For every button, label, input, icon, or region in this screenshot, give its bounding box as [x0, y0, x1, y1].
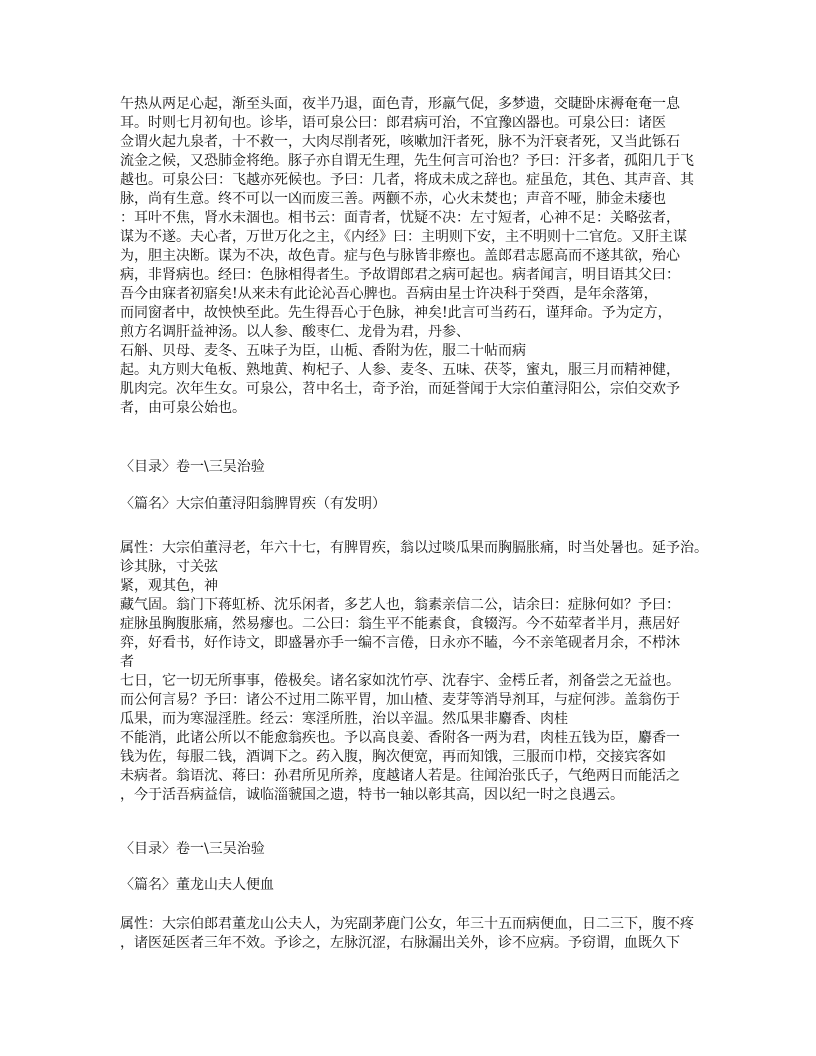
text-line: 谋为不遂。夫心者，万世万化之主，《内经》曰：主明则下安，主不明则十二官危。又肝主谋	[120, 229, 687, 245]
text-line: 流金之候，又恐肺金将绝。豚子亦自谓无生理，先生何言可治也？予曰：汗多者，孤阳几于飞	[120, 153, 694, 169]
text-line: 石斛、贝母、麦冬、五味子为臣，山栀、香附为佐，服二十帖而病	[120, 343, 526, 359]
text-line: 为，胆主决断。谋为不决，故色青。症与色与脉皆非瘵也。盖郎君志愿高而不遂其欲，殆心	[120, 248, 680, 264]
text-line: 肌肉完。次年生女。可泉公，苕中名士，奇予治，而延誉闻于大宗伯董浔阳公，宗伯交欢予	[120, 381, 680, 397]
text-line: 起。丸方则大龟板、熟地黄、枸杞子、人参、麦冬、五味、茯苓，蜜丸，服三月而精神健，	[120, 362, 680, 378]
text-line: 七日，它一切无所事事，倦极矣。诸名家如沈竹亭、沈春宇、金樗丘者，剂备尝之无益也。	[120, 673, 680, 689]
case-text	[120, 915, 720, 953]
text-line: 紧，观其色，神	[120, 578, 218, 594]
text-line: 者，由可泉公始也。	[120, 400, 246, 416]
case-text-continued	[120, 95, 720, 418]
text-line: 病，非肾病也。经曰：色脉相得者生。予故谓郎君之病可起也。病者闻言，明目语其父曰：	[120, 267, 680, 283]
text-line: 属性：大宗伯董浔老，年六十七，有脾胃疾，翁以过啖瓜果而胸膈胀痛，时当处暑也。延予治。	[120, 540, 708, 556]
text-line: 而同窗者中，故怏怏至此。先生得吾心于色脉，神矣!此言可当药石，谨拜命。予为定方，	[120, 305, 672, 321]
text-line: 瓜果，而为寒湿淫胜。经云：寒淫所胜，治以辛温。然瓜果非麝香、肉桂	[120, 711, 568, 727]
text-line: 脉，尚有生意。终不可以一凶而废三善。两颧不赤，心火未焚也；声音不哑，肺金未痿也	[120, 191, 666, 207]
text-line: 午热从两足心起，渐至头面，夜半乃退，面色青，形羸气促，多梦遗，交睫卧床褥奄奄一息	[120, 96, 680, 112]
text-line: 而公何言易？予曰：诸公不过用二陈平胃，加山楂、麦芽等消导剂耳，与症何涉。盖翁伤于	[120, 692, 680, 708]
text-line: 诊其脉，寸关弦	[120, 559, 218, 575]
text-line: 藏气固。翁门下蒋虹桥、沈乐闲者，多艺人也，翁素亲信二公，诘余曰：症脉何如？予曰：	[120, 597, 680, 613]
text-line: 煎方名调肝益神汤。以人参、酸枣仁、龙骨为君，丹参、	[120, 324, 470, 340]
text-line: 症脉虽胸腹胀痛，然易瘳也。二公曰：翁生平不能素食，食辍泻。今不茹荤者半月，燕居好	[120, 616, 680, 632]
text-line: 不能消，此诸公所以不能愈翁疾也。予以高良姜、香附各一两为君，肉桂五钱为臣，麝香一	[120, 730, 680, 746]
chapter-title: 〈篇名〉大宗伯董浔阳翁脾胃疾（有发明）	[120, 496, 386, 512]
text-line: 未病者。翁语沈、蒋曰：孙君所见所养，度越诸人若是。往闻治张氏子，气绝两日而能活之	[120, 768, 680, 784]
text-line: 佥谓火起九泉者，十不救一，大肉尽削者死，咳嗽加汗者死，脉不为汗衰者死，又当此铄石	[120, 134, 680, 150]
catalog-heading: 〈目录〉卷一\三吴治验	[120, 841, 265, 857]
text-line: 耳。时则七月初旬也。诊毕，语可泉公曰：郎君病可治，不宜豫凶器也。可泉公曰：诸医	[120, 115, 666, 131]
text-line: ：耳叶不焦，肾水未涸也。相书云：面青者，忧疑不决：左寸短者，心神不足：关略弦者，	[120, 210, 680, 226]
text-line: 者	[120, 654, 134, 670]
chapter-title: 〈篇名〉董龙山夫人便血	[120, 877, 274, 893]
text-line: ，今于活吾病益信，诚临淄虢国之遗，特书一轴以彰其高，因以纪一时之良遇云。	[120, 787, 624, 803]
catalog-heading: 〈目录〉卷一\三吴治验	[120, 459, 265, 475]
text-line: 钱为佐，每服二钱，酒调下之。药入腹，胸次便宽，再而知饿，三服而巾栉，交接宾客如	[120, 749, 666, 765]
text-line: ，诸医延医者三年不效。予诊之，左脉沉涩，右脉漏出关外，诊不应病。予窃谓，血既久下	[120, 935, 680, 951]
text-line: 弈，好看书，好作诗文，即盛暑亦手一编不言倦，日永亦不瞌，今不亲笔砚者月余，不栉沐	[120, 635, 680, 651]
text-line: 吾今由寐者初寤矣!从来未有此论沁吾心脾也。吾病由星士许决科于癸酉，是年余落第，	[120, 286, 658, 302]
text-line: 属性：大宗伯郎君董龙山公夫人，为宪副茅鹿门公女，年三十五而病便血，日二三下，腹不疼	[120, 916, 694, 932]
case-text	[120, 539, 720, 805]
text-line: 越也。可泉公曰：飞越亦死候也。予曰：几者，将成未成之辞也。症虽危，其色、其声音、其	[120, 172, 694, 188]
